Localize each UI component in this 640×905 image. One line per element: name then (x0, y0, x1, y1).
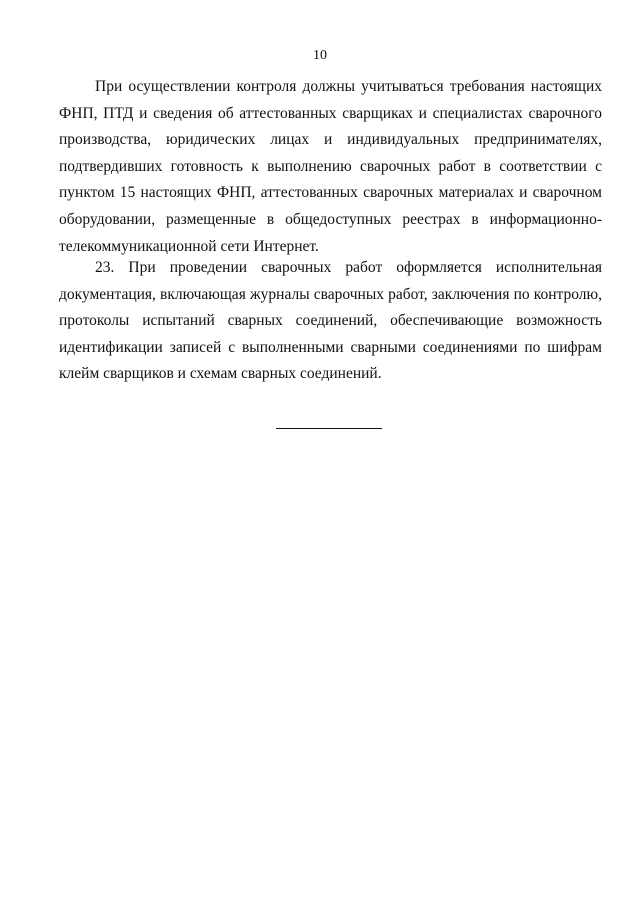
paragraph-control-requirements: При осуществлении контроля должны учитываться требования настоящих ФНП, ПТД и сведения об аттестованных сварщиках и специалистах сварочного производства, юридических лицах и индивидуальных предпринимателях, подтвердивших готовность к выполнению сварочных работ в соответствии с пунктом 15 настоящих ФНП, аттестованных сварочных материалах и сварочном оборудовании, размещенные в общедоступных реестрах в информационно-телекоммуникационной сети Интернет. (59, 78, 602, 255)
end-of-text-rule (276, 428, 382, 429)
page-number: 10 (313, 48, 327, 63)
paragraph-23-executive-documentation: 23. При проведении сварочных работ оформляется исполнительная документация, включающая журналы сварочных работ, заключения по контролю, протоколы испытаний сварных соединений, обеспечивающие возможность идентификации записей с выполненными сварными соединениями по шифрам клейм сварщиков и схемам сварных соединений. (59, 259, 602, 383)
